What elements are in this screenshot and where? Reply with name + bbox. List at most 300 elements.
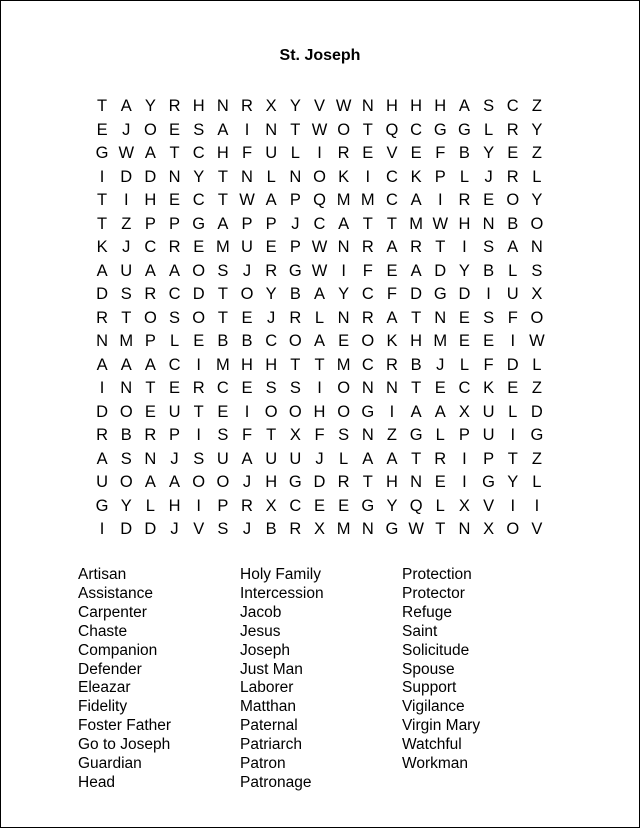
grid-cell[interactable]: A: [410, 191, 422, 209]
grid-cell[interactable]: Z: [531, 379, 542, 397]
grid-cell[interactable]: R: [168, 238, 181, 256]
grid-cell[interactable]: U: [506, 285, 519, 303]
grid-cell[interactable]: R: [241, 97, 253, 115]
grid-cell[interactable]: Y: [531, 191, 543, 209]
grid-cell[interactable]: A: [144, 144, 156, 162]
grid-cell[interactable]: C: [192, 144, 205, 162]
grid-cell[interactable]: L: [459, 167, 470, 186]
grid-cell[interactable]: T: [314, 355, 325, 374]
grid-cell[interactable]: E: [313, 496, 325, 515]
grid-cell[interactable]: G: [433, 120, 447, 139]
grid-cell[interactable]: X: [458, 402, 470, 421]
grid-cell[interactable]: T: [266, 426, 277, 444]
grid-cell[interactable]: F: [241, 426, 253, 444]
grid-cell[interactable]: T: [169, 144, 180, 162]
grid-cell[interactable]: N: [168, 167, 181, 186]
grid-cell[interactable]: P: [289, 191, 301, 209]
grid-cell[interactable]: T: [217, 308, 228, 327]
grid-cell[interactable]: U: [482, 402, 495, 421]
grid-cell[interactable]: J: [242, 473, 252, 491]
grid-cell[interactable]: S: [265, 379, 277, 397]
grid-cell[interactable]: T: [435, 238, 446, 256]
grid-cell[interactable]: J: [291, 214, 300, 233]
grid-cell[interactable]: B: [289, 285, 301, 303]
grid-cell[interactable]: S: [169, 308, 181, 327]
grid-cell[interactable]: A: [120, 97, 132, 115]
grid-cell[interactable]: S: [483, 238, 495, 256]
grid-cell[interactable]: R: [192, 379, 205, 397]
grid-cell[interactable]: N: [361, 379, 374, 397]
grid-cell[interactable]: I: [196, 355, 201, 374]
grid-cell[interactable]: M: [215, 238, 230, 256]
grid-cell[interactable]: C: [144, 238, 157, 256]
grid-cell[interactable]: K: [96, 238, 108, 256]
grid-cell[interactable]: O: [264, 402, 278, 421]
grid-cell[interactable]: N: [410, 473, 423, 491]
grid-cell[interactable]: M: [215, 355, 230, 374]
grid-cell[interactable]: J: [122, 238, 131, 256]
grid-cell[interactable]: E: [483, 191, 495, 209]
grid-cell[interactable]: W: [311, 261, 328, 280]
grid-cell[interactable]: G: [95, 144, 109, 162]
grid-cell[interactable]: Y: [144, 97, 156, 115]
grid-cell[interactable]: G: [433, 285, 447, 303]
grid-cell[interactable]: B: [120, 426, 132, 444]
grid-cell[interactable]: I: [510, 496, 516, 515]
grid-cell[interactable]: E: [458, 332, 470, 350]
grid-cell[interactable]: O: [119, 402, 133, 421]
grid-cell[interactable]: U: [289, 449, 302, 468]
grid-cell[interactable]: H: [265, 355, 278, 374]
grid-cell[interactable]: Y: [338, 285, 350, 303]
grid-cell[interactable]: I: [365, 167, 371, 186]
grid-cell[interactable]: T: [217, 167, 228, 186]
grid-cell[interactable]: R: [265, 261, 278, 280]
grid-cell[interactable]: T: [121, 308, 132, 327]
grid-cell[interactable]: N: [361, 520, 374, 538]
grid-cell[interactable]: S: [289, 379, 301, 397]
grid-cell[interactable]: P: [483, 449, 495, 468]
grid-cell[interactable]: I: [123, 191, 129, 209]
grid-cell[interactable]: C: [313, 214, 326, 233]
grid-cell[interactable]: I: [486, 285, 491, 303]
grid-cell[interactable]: L: [532, 473, 542, 491]
grid-cell[interactable]: J: [267, 308, 276, 327]
grid-cell[interactable]: T: [97, 191, 108, 209]
grid-cell[interactable]: S: [531, 261, 543, 280]
grid-cell[interactable]: D: [120, 520, 133, 538]
grid-cell[interactable]: J: [242, 520, 252, 538]
grid-cell[interactable]: E: [338, 496, 350, 515]
grid-cell[interactable]: I: [341, 261, 346, 280]
grid-cell[interactable]: R: [458, 191, 471, 209]
grid-cell[interactable]: J: [484, 167, 493, 186]
grid-cell[interactable]: A: [362, 449, 374, 468]
grid-cell[interactable]: E: [193, 238, 205, 256]
grid-cell[interactable]: E: [507, 144, 519, 162]
grid-cell[interactable]: E: [265, 238, 277, 256]
grid-cell[interactable]: L: [339, 449, 349, 468]
grid-cell[interactable]: A: [386, 449, 398, 468]
grid-cell[interactable]: S: [483, 97, 495, 115]
grid-cell[interactable]: P: [458, 426, 470, 444]
grid-cell[interactable]: M: [433, 332, 448, 350]
grid-cell[interactable]: T: [290, 355, 301, 374]
grid-cell[interactable]: L: [508, 402, 518, 421]
grid-cell[interactable]: P: [169, 426, 181, 444]
grid-cell[interactable]: I: [196, 426, 201, 444]
grid-cell[interactable]: L: [145, 496, 155, 515]
grid-cell[interactable]: L: [532, 167, 542, 186]
grid-cell[interactable]: E: [338, 332, 350, 350]
grid-cell[interactable]: I: [510, 426, 516, 444]
grid-cell[interactable]: O: [192, 261, 206, 280]
grid-cell[interactable]: A: [265, 191, 277, 209]
grid-cell[interactable]: R: [506, 167, 519, 186]
grid-cell[interactable]: F: [507, 308, 518, 327]
grid-cell[interactable]: E: [507, 379, 519, 397]
grid-cell[interactable]: U: [265, 144, 278, 162]
grid-cell[interactable]: H: [385, 97, 398, 115]
grid-cell[interactable]: H: [313, 402, 326, 421]
grid-cell[interactable]: I: [462, 238, 467, 256]
grid-cell[interactable]: L: [266, 167, 276, 186]
grid-cell[interactable]: M: [409, 214, 423, 233]
grid-cell[interactable]: U: [265, 449, 278, 468]
grid-cell[interactable]: J: [170, 449, 179, 468]
grid-cell[interactable]: G: [288, 261, 302, 280]
grid-cell[interactable]: I: [534, 496, 540, 515]
grid-cell[interactable]: S: [120, 449, 132, 468]
grid-cell[interactable]: W: [408, 520, 424, 538]
grid-cell[interactable]: C: [361, 355, 374, 374]
grid-cell[interactable]: O: [143, 120, 157, 139]
grid-cell[interactable]: Z: [386, 426, 397, 444]
grid-cell[interactable]: E: [96, 120, 108, 139]
grid-cell[interactable]: Z: [121, 214, 132, 233]
grid-cell[interactable]: B: [507, 214, 519, 233]
grid-cell[interactable]: S: [217, 261, 229, 280]
grid-cell[interactable]: O: [288, 332, 302, 350]
grid-cell[interactable]: D: [120, 167, 133, 186]
grid-cell[interactable]: A: [96, 449, 108, 468]
grid-cell[interactable]: R: [361, 238, 374, 256]
grid-cell[interactable]: T: [362, 473, 373, 491]
grid-cell[interactable]: J: [170, 520, 179, 538]
grid-cell[interactable]: T: [290, 120, 301, 139]
grid-cell[interactable]: E: [241, 308, 253, 327]
grid-cell[interactable]: T: [362, 214, 373, 233]
grid-cell[interactable]: T: [217, 285, 228, 303]
grid-cell[interactable]: X: [265, 97, 277, 115]
grid-cell[interactable]: R: [337, 473, 350, 491]
grid-cell[interactable]: F: [386, 285, 397, 303]
grid-cell[interactable]: E: [169, 379, 181, 397]
grid-cell[interactable]: Y: [386, 496, 398, 515]
grid-cell[interactable]: G: [361, 496, 375, 515]
grid-cell[interactable]: R: [168, 97, 181, 115]
grid-cell[interactable]: G: [385, 520, 399, 538]
grid-cell[interactable]: H: [216, 144, 229, 162]
grid-cell[interactable]: T: [411, 449, 422, 468]
grid-cell[interactable]: I: [437, 191, 443, 209]
grid-cell[interactable]: O: [119, 473, 133, 491]
grid-cell[interactable]: H: [410, 332, 423, 350]
grid-cell[interactable]: S: [193, 449, 205, 468]
grid-cell[interactable]: P: [434, 167, 446, 186]
grid-cell[interactable]: R: [337, 144, 350, 162]
grid-cell[interactable]: L: [314, 308, 325, 327]
grid-cell[interactable]: C: [385, 191, 398, 209]
grid-cell[interactable]: B: [241, 332, 253, 350]
grid-cell[interactable]: A: [410, 261, 422, 280]
grid-cell[interactable]: L: [508, 261, 518, 280]
grid-cell[interactable]: N: [216, 97, 229, 115]
grid-cell[interactable]: O: [361, 332, 375, 350]
grid-cell[interactable]: D: [506, 355, 519, 374]
grid-cell[interactable]: E: [241, 379, 253, 397]
grid-cell[interactable]: A: [507, 238, 519, 256]
grid-cell[interactable]: N: [458, 520, 471, 538]
grid-cell[interactable]: T: [435, 520, 446, 538]
grid-cell[interactable]: E: [434, 379, 446, 397]
grid-cell[interactable]: P: [289, 238, 301, 256]
grid-cell[interactable]: L: [435, 496, 445, 515]
grid-cell[interactable]: X: [531, 285, 543, 303]
grid-cell[interactable]: H: [144, 191, 157, 209]
grid-cell[interactable]: O: [337, 379, 351, 397]
grid-cell[interactable]: C: [289, 496, 302, 515]
grid-cell[interactable]: H: [168, 496, 181, 515]
grid-cell[interactable]: O: [313, 167, 326, 186]
grid-cell[interactable]: W: [239, 191, 255, 209]
grid-cell[interactable]: C: [192, 191, 205, 209]
grid-cell[interactable]: R: [144, 426, 157, 444]
grid-cell[interactable]: J: [436, 355, 445, 374]
grid-cell[interactable]: G: [482, 473, 495, 491]
grid-cell[interactable]: P: [265, 214, 277, 233]
grid-cell[interactable]: B: [217, 332, 229, 350]
letter-grid[interactable]: [90, 95, 549, 542]
grid-cell[interactable]: N: [385, 379, 398, 397]
grid-cell[interactable]: T: [145, 379, 156, 397]
grid-cell[interactable]: O: [192, 308, 206, 327]
grid-cell[interactable]: L: [290, 144, 300, 162]
grid-cell[interactable]: W: [432, 214, 449, 233]
grid-cell[interactable]: F: [483, 355, 494, 374]
grid-cell[interactable]: J: [315, 449, 324, 468]
grid-cell[interactable]: W: [529, 332, 545, 350]
grid-cell[interactable]: I: [317, 144, 322, 162]
grid-cell[interactable]: R: [385, 355, 398, 374]
grid-cell[interactable]: C: [361, 285, 374, 303]
grid-cell[interactable]: A: [338, 214, 350, 233]
grid-cell[interactable]: Y: [289, 97, 301, 115]
grid-cell[interactable]: A: [144, 355, 156, 374]
grid-cell[interactable]: Q: [313, 191, 326, 209]
grid-cell[interactable]: Q: [409, 496, 423, 515]
grid-cell[interactable]: V: [313, 97, 325, 115]
grid-cell[interactable]: X: [265, 496, 277, 515]
grid-cell[interactable]: G: [409, 426, 423, 444]
grid-cell[interactable]: V: [193, 520, 205, 538]
grid-cell[interactable]: I: [510, 332, 516, 350]
grid-cell[interactable]: N: [241, 167, 253, 186]
grid-cell[interactable]: S: [483, 308, 495, 327]
grid-cell[interactable]: N: [265, 120, 278, 139]
grid-cell[interactable]: S: [217, 426, 229, 444]
grid-cell[interactable]: A: [410, 402, 422, 421]
grid-cell[interactable]: U: [96, 473, 109, 491]
grid-cell[interactable]: A: [169, 473, 181, 491]
grid-cell[interactable]: G: [458, 120, 471, 139]
grid-cell[interactable]: A: [241, 449, 253, 468]
grid-cell[interactable]: D: [144, 167, 157, 186]
grid-cell[interactable]: F: [241, 144, 253, 162]
grid-cell[interactable]: U: [241, 238, 253, 256]
grid-cell[interactable]: K: [386, 332, 398, 350]
grid-cell[interactable]: T: [411, 308, 422, 327]
grid-cell[interactable]: K: [338, 167, 350, 186]
grid-cell[interactable]: T: [362, 120, 373, 139]
grid-cell[interactable]: K: [410, 167, 422, 186]
grid-cell[interactable]: T: [97, 214, 108, 233]
grid-cell[interactable]: C: [458, 379, 471, 397]
grid-cell[interactable]: W: [335, 97, 352, 115]
grid-cell[interactable]: Z: [531, 97, 542, 115]
grid-cell[interactable]: N: [361, 97, 374, 115]
grid-cell[interactable]: G: [95, 496, 109, 515]
grid-cell[interactable]: P: [144, 214, 156, 233]
grid-cell[interactable]: Y: [120, 496, 132, 515]
grid-cell[interactable]: C: [265, 332, 278, 350]
grid-cell[interactable]: M: [119, 332, 134, 350]
grid-cell[interactable]: N: [337, 308, 350, 327]
grid-cell[interactable]: A: [144, 261, 156, 280]
grid-cell[interactable]: S: [120, 285, 132, 303]
grid-cell[interactable]: X: [313, 520, 325, 538]
grid-cell[interactable]: O: [530, 214, 544, 233]
grid-cell[interactable]: G: [530, 426, 544, 444]
grid-cell[interactable]: W: [311, 238, 328, 256]
grid-cell[interactable]: I: [99, 167, 105, 186]
grid-cell[interactable]: Y: [483, 144, 495, 162]
grid-cell[interactable]: C: [506, 97, 519, 115]
grid-cell[interactable]: A: [313, 332, 325, 350]
grid-cell[interactable]: O: [288, 402, 302, 421]
grid-cell[interactable]: A: [386, 238, 398, 256]
grid-cell[interactable]: W: [311, 120, 328, 139]
grid-cell[interactable]: H: [192, 97, 205, 115]
grid-cell[interactable]: S: [193, 120, 205, 139]
grid-cell[interactable]: L: [459, 355, 470, 374]
grid-cell[interactable]: M: [336, 355, 351, 374]
grid-cell[interactable]: P: [241, 214, 253, 233]
grid-cell[interactable]: E: [458, 308, 470, 327]
grid-cell[interactable]: L: [483, 120, 494, 139]
grid-cell[interactable]: E: [386, 261, 398, 280]
grid-cell[interactable]: B: [265, 520, 277, 538]
grid-cell[interactable]: Y: [193, 167, 205, 186]
grid-cell[interactable]: A: [144, 473, 156, 491]
grid-cell[interactable]: T: [411, 379, 422, 397]
grid-cell[interactable]: G: [192, 214, 206, 233]
grid-cell[interactable]: G: [288, 473, 302, 491]
grid-cell[interactable]: Q: [385, 120, 399, 139]
grid-cell[interactable]: D: [144, 520, 157, 538]
grid-cell[interactable]: D: [96, 402, 109, 421]
grid-cell[interactable]: H: [410, 97, 423, 115]
grid-cell[interactable]: R: [410, 238, 423, 256]
grid-cell[interactable]: L: [169, 332, 180, 350]
grid-cell[interactable]: E: [217, 402, 229, 421]
grid-cell[interactable]: E: [169, 120, 181, 139]
grid-cell[interactable]: R: [96, 308, 109, 327]
grid-cell[interactable]: B: [458, 144, 470, 162]
grid-cell[interactable]: X: [458, 496, 470, 515]
grid-cell[interactable]: N: [530, 238, 543, 256]
grid-cell[interactable]: E: [410, 144, 422, 162]
grid-cell[interactable]: L: [435, 426, 445, 444]
grid-cell[interactable]: E: [434, 473, 446, 491]
grid-cell[interactable]: H: [265, 473, 278, 491]
grid-cell[interactable]: Y: [265, 285, 277, 303]
grid-cell[interactable]: G: [361, 402, 375, 421]
grid-cell[interactable]: N: [289, 167, 302, 186]
grid-cell[interactable]: O: [240, 285, 254, 303]
grid-cell[interactable]: E: [193, 332, 205, 350]
grid-cell[interactable]: P: [217, 496, 229, 515]
grid-cell[interactable]: O: [192, 473, 206, 491]
grid-cell[interactable]: C: [216, 379, 229, 397]
grid-cell[interactable]: M: [360, 191, 375, 209]
grid-cell[interactable]: R: [144, 285, 157, 303]
grid-cell[interactable]: R: [361, 308, 374, 327]
grid-cell[interactable]: Z: [531, 449, 542, 468]
grid-cell[interactable]: T: [97, 97, 108, 115]
grid-cell[interactable]: A: [313, 285, 325, 303]
grid-cell[interactable]: E: [144, 402, 156, 421]
grid-cell[interactable]: D: [458, 285, 471, 303]
grid-cell[interactable]: O: [506, 191, 520, 209]
grid-cell[interactable]: C: [385, 167, 398, 186]
grid-cell[interactable]: A: [96, 355, 108, 374]
grid-cell[interactable]: L: [532, 355, 542, 374]
grid-cell[interactable]: R: [289, 520, 302, 538]
grid-cell[interactable]: D: [530, 402, 543, 421]
grid-cell[interactable]: O: [337, 402, 351, 421]
grid-cell[interactable]: I: [389, 402, 395, 421]
grid-cell[interactable]: X: [483, 520, 495, 538]
grid-cell[interactable]: H: [458, 214, 471, 233]
grid-cell[interactable]: S: [338, 426, 350, 444]
grid-cell[interactable]: R: [96, 426, 109, 444]
grid-cell[interactable]: U: [168, 402, 181, 421]
grid-cell[interactable]: H: [385, 473, 398, 491]
grid-cell[interactable]: D: [434, 261, 447, 280]
grid-cell[interactable]: F: [362, 261, 373, 280]
grid-cell[interactable]: O: [143, 308, 157, 327]
grid-cell[interactable]: H: [434, 97, 447, 115]
grid-cell[interactable]: V: [531, 520, 543, 538]
grid-cell[interactable]: E: [362, 144, 374, 162]
grid-cell[interactable]: A: [458, 97, 470, 115]
grid-cell[interactable]: N: [434, 308, 447, 327]
grid-cell[interactable]: T: [217, 191, 228, 209]
grid-cell[interactable]: D: [192, 285, 205, 303]
grid-cell[interactable]: U: [482, 426, 495, 444]
grid-cell[interactable]: U: [120, 261, 133, 280]
